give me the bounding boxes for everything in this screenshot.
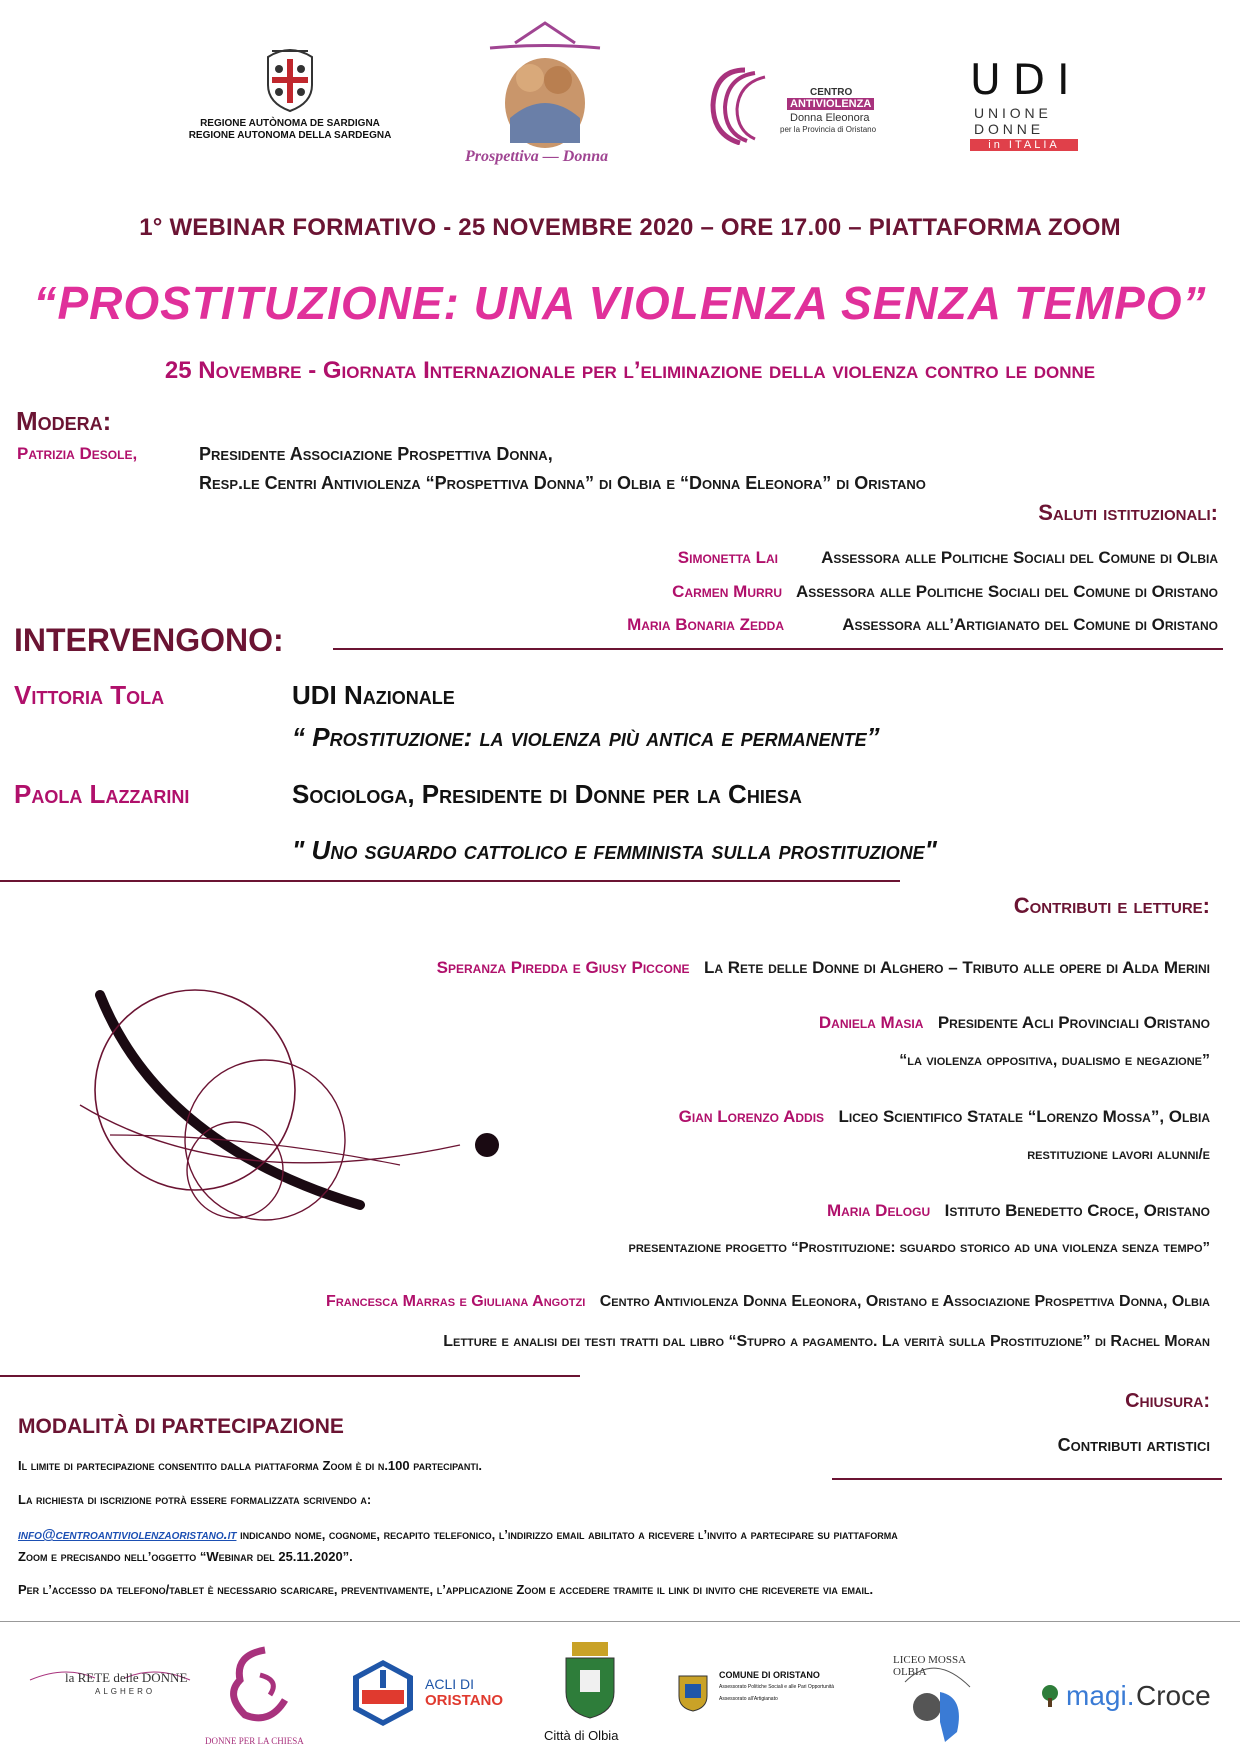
contributo-name-1: Speranza Piredda e Giusy Piccone [436,958,690,977]
comune-oristano-logo [675,1668,875,1718]
subtitle: 25 Novembre - Giornata Internazionale per l’eliminazione della violenza contro le donne [164,357,1096,384]
contributo-1 [437,958,1210,978]
saluti-name-3: Maria Bonaria Zedda [627,615,784,634]
udi-line-1: U N I O N E [974,105,1048,121]
contributo-role-3: Liceo Scientifico Statale “Lorenzo Mossa”, Olbia [838,1107,1210,1126]
modalita-p1: Il limite di partecipazione consentito dalla piattaforma Zoom è di n.100 partecipanti. [18,1458,483,1473]
acli-text-2: ORISTANO [425,1692,504,1709]
rete-sub: ALGHERO [95,1687,156,1696]
oristano-crest-icon [675,1670,711,1712]
speaker-role-2: Sociologa, Presidente di Donne per la Chiesa [292,779,802,809]
liceo-text: LICEO MOSSA OLBIA [893,1654,966,1678]
divider-saluti [333,648,1223,650]
region-sardegna-logo [180,45,400,145]
modalita-p2: La richiesta di iscrizione potrà essere formalizzata scrivendo a: [18,1492,372,1507]
contributo-name-2: Daniela Masia [818,1013,924,1032]
contributo-name-3: Gian Lorenzo Addis [678,1107,825,1126]
saluti-role-3: Assessora all’Artigianato del Comune di Oristano [842,615,1218,634]
olbia-crest-icon [560,1640,620,1720]
saluti-heading: Saluti istituzionali: [1038,500,1218,525]
centro-line-2: ANTIVIOLENZA [787,98,874,110]
speaker-name-2: Paola Lazzarini [14,779,190,809]
rete-donne-logo [25,1660,195,1720]
divider-intervengono [0,880,900,882]
speaker-talk-1: “ Prostituzione: la violenza più antica e permanente” [292,722,880,752]
contributo-role-5: Centro Antiviolenza Donna Eleonora, Oristano e Associazione Prospettiva Donna, Olbia [599,1293,1210,1310]
event-line: 1° WEBINAR FORMATIVO - 25 NOVEMBRE 2020 – ORE 17.00 – PIATTAFORMA ZOOM [139,214,1121,241]
acli-logo [350,1658,520,1728]
face-profile-icon [705,65,775,145]
modera-role-1: Presidente Associazione Prospettiva Donna, [199,444,553,464]
magi-text-2: Croce [1136,1680,1211,1711]
magi-croce-logo [1040,1680,1220,1720]
comune-text-2: Assessorato Politiche Sociali e alle Pari Opportunità [719,1684,835,1690]
magi-text-1: magi. [1066,1680,1135,1711]
centro-line-1: CENTRO [810,87,853,98]
modalita-p5: Per l’accesso da telefono/tablet è necessario scaricare, preventivamente, l’applicazione Zoom e accedere tramite il link di invito che riceverete via email. [18,1582,874,1597]
modalita-p3: indicando nome, cognome, recapito telefonico, l’indirizzo email abilitato a ricevere l’invito a partecipare su piattaforma [236,1527,898,1542]
citta-olbia-logo [540,1640,640,1750]
contributo-4 [827,1201,1210,1221]
contributo-3 [679,1107,1210,1127]
modalita-p3-line [18,1526,898,1542]
intervengono-heading: INTERVENGONO: [14,622,284,658]
prospettiva-text: Prospettiva — Donna [465,148,609,165]
chiusura-text: Contributi artistici [1057,1435,1210,1455]
prospettiva-donna-logo [455,18,635,178]
donne-chiesa-symbol-icon [215,1640,305,1730]
decorative-swoosh-graphic [50,985,520,1250]
modera-heading: Modera: [16,406,112,436]
contributo-detail-2: “la violenza oppositiva, dualismo e negazione” [899,1052,1210,1069]
contributo-role-2: Presidente Acli Provinciali Oristano [937,1013,1210,1032]
region-line-2: REGIONE AUTONOMA DELLA SARDEGNA [188,130,392,141]
udi-line-2: D O N N E [974,121,1041,137]
region-line-1: REGIONE AUTÒNOMA DE SARDIGNA [200,118,380,129]
contact-email-link[interactable]: info@centroantiviolenzaoristano.it [18,1526,237,1542]
modalita-p4: Zoom e precisando nell’oggetto “Webinar del 25.11.2020”. [18,1549,353,1564]
contributo-role-4: Istituto Benedetto Croce, Oristano [944,1201,1210,1220]
centro-antiviolenza-logo [705,65,895,145]
donne-chiesa-logo [205,1640,315,1750]
speaker-name-1: Vittoria Tola [14,680,165,710]
saluti-role-1: Assessora alle Politiche Sociali del Comune di Olbia [821,548,1218,567]
modera-role-2: Resp.le Centri Antiviolenza “Prospettiva Donna” di Olbia e “Donna Eleonora” di Oristano [199,473,926,493]
contributo-detail-3: restituzione lavori alunni/e [1027,1146,1210,1163]
rete-text: la RETE delle DONNE [65,1670,188,1685]
saluti-name-2: Carmen Murru [672,582,782,601]
speaker-talk-2: " Uno sguardo cattolico e femminista sulla prostituzione" [292,835,937,865]
contributo-role-1: La Rete delle Donne di Alghero – Tributo alle opere di Alda Merini [703,958,1210,977]
main-title: “PROSTITUZIONE: UNA VIOLENZA SENZA TEMPO” [33,277,1207,329]
donne-chiesa-text: DONNE PER LA CHIESA [205,1736,304,1746]
udi-line-3: in ITALIA [970,139,1078,151]
saluti-name-1: Simonetta Lai [677,548,778,567]
saluti-role-2: Assessora alle Politiche Sociali del Comune di Oristano [796,582,1218,601]
olbia-text: Città di Olbia [544,1728,619,1743]
coat-of-arms-icon [260,45,320,113]
contributo-name-5: Francesca Marras e Giuliana Angotzi [326,1293,586,1310]
acli-hexagon-icon [350,1658,416,1728]
centro-line-3: Donna Eleonora [790,112,870,124]
divider-contributi [0,1375,580,1377]
divider-footer [0,1621,1240,1622]
centro-line-4: per la Provincia di Oristano [780,125,877,134]
contributo-2 [819,1013,1210,1033]
contributi-heading: Contributi e letture: [1013,893,1210,918]
women-embrace-icon [455,18,635,148]
contributo-detail-5: Letture e analisi dei testi tratti dal libro “Stupro a pagamento. La verità sulla Prostituzione” di Rachel Moran [443,1333,1210,1350]
liceo-mossa-logo [885,1652,985,1747]
divider-chiusura [832,1478,1222,1480]
contributo-detail-4: presentazione progetto “Prostituzione: sguardo storico ad una violenza senza tempo” [628,1239,1210,1256]
contributo-name-4: Maria Delogu [826,1201,931,1220]
comune-text-3: Assessorato all'Artigianato [719,1696,778,1702]
modera-name: Patrizia Desole, [17,444,138,463]
comune-text-1: COMUNE DI ORISTANO [719,1670,820,1680]
speaker-role-1: UDI Nazionale [292,680,455,710]
acli-text-1: ACLI DI [425,1676,475,1692]
chiusura-heading: Chiusura: [1125,1390,1210,1412]
magi-tree-icon [1040,1684,1060,1708]
udi-big: UDI [970,55,1082,104]
modalita-heading: MODALITÀ DI PARTECIPAZIONE [18,1415,344,1438]
udi-logo [970,55,1080,155]
contributo-5 [326,1293,1210,1311]
